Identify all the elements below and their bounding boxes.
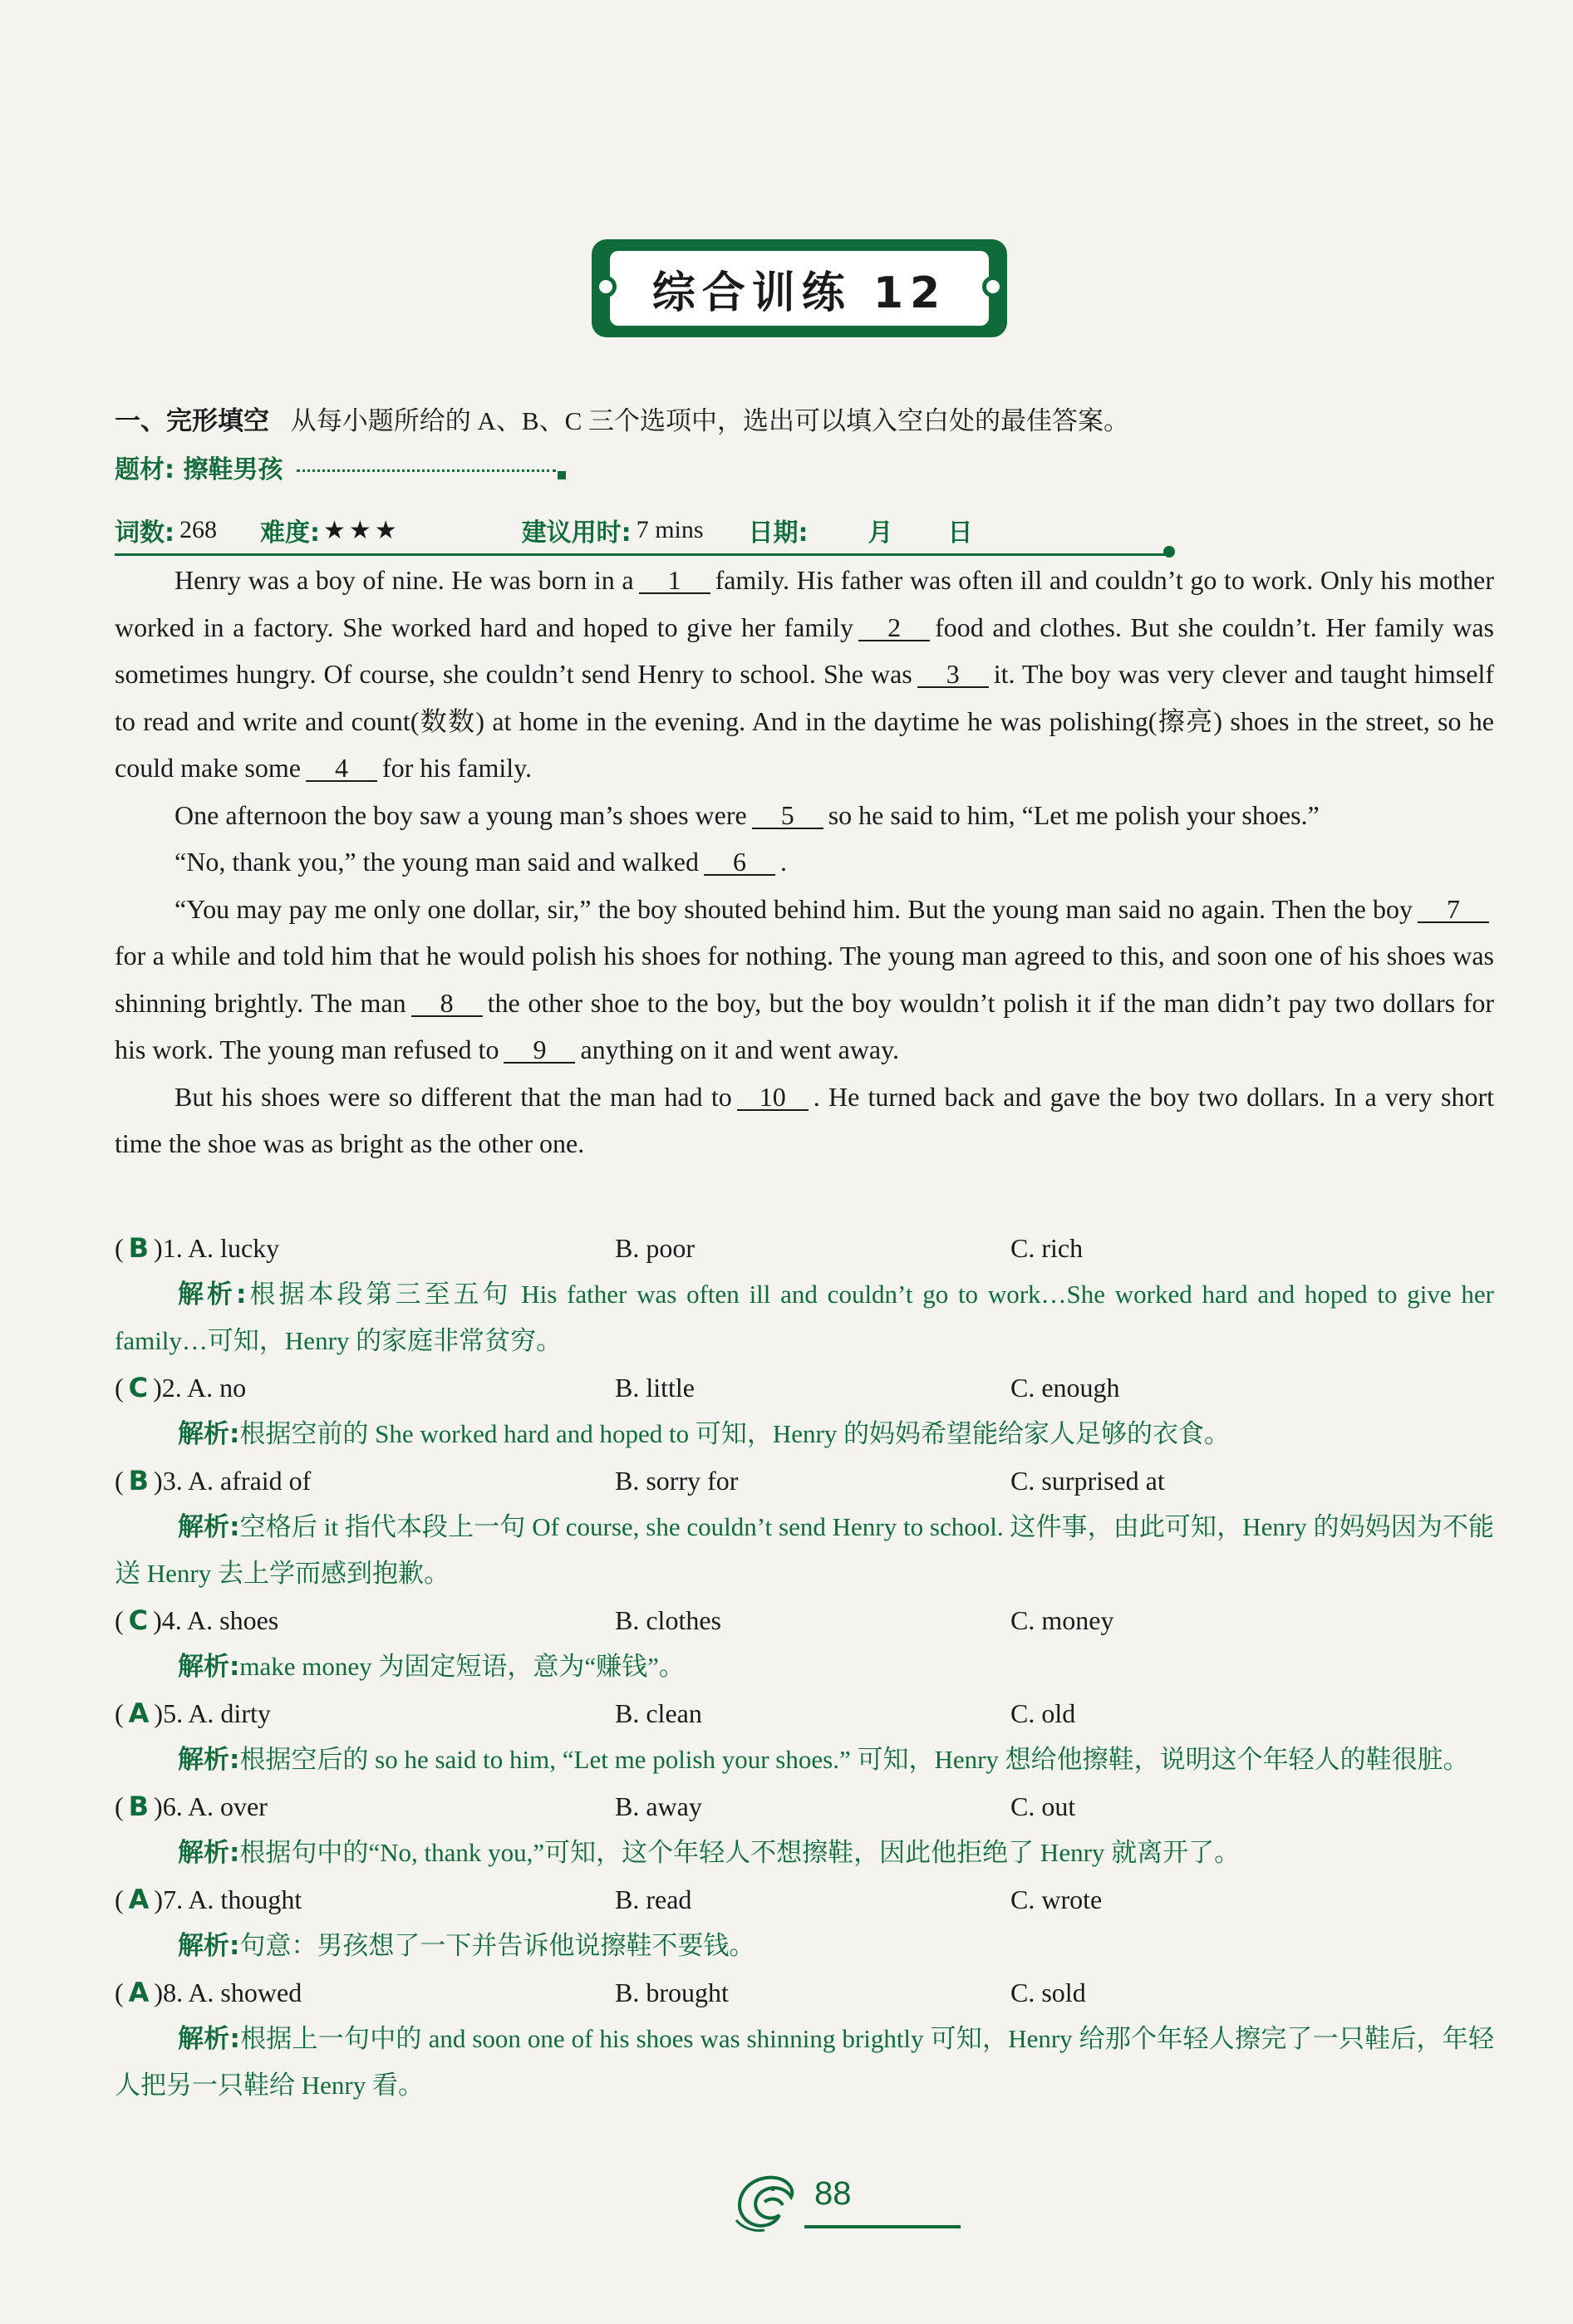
title-banner <box>592 239 1007 337</box>
topic-value: 擦鞋男孩 <box>183 455 283 484</box>
passage-paragraph: Henry was a boy of nine. He was born in a 1 family. His father was often ill and couldn’t go to work. Only his mother worked in a factory. She worked hard and hoped to give her family 2 food and clothes. But she couldn’t. Her family was sometimes hungry. Of course, she couldn’t send Henry to school. She was 3 it. The boy was very clever and taught himself to read and write and count(数数) at home in the evening. And in the daytime he was polishing(擦亮) shoes in the street, so he could make some 4 for his family. <box>115 565 1495 783</box>
blank-1: 1 <box>639 567 710 594</box>
option-c: C. out <box>1010 1791 1076 1821</box>
option-b: B. clean <box>615 1698 702 1728</box>
section-instruction: 从每小题所给的 A、B、C 三个选项中，选出可以填入空白处的最佳答案。 <box>290 406 1129 435</box>
explanation-text: 根据空前的 She worked hard and hoped to 可知，Henry 的妈妈希望能给家人足够的衣食。 <box>239 1419 1231 1448</box>
question-row <box>115 1783 1494 1830</box>
passage-paragraph: One afternoon the boy saw a young man’s shoes were 5 so he said to him, “Let me polish your shoes.” <box>175 799 1320 830</box>
explanation-label: 解析: <box>178 1931 240 1961</box>
explanation <box>115 1271 1494 1364</box>
explanation <box>115 1644 1494 1690</box>
banner-left-ornament <box>595 276 617 297</box>
blank-6: 6 <box>704 849 775 876</box>
difficulty-label: 难度: <box>260 518 320 548</box>
topic-label: 题材: <box>115 455 175 484</box>
option-a: A. showed <box>188 1978 302 2007</box>
section-label: 一、完形填空 <box>115 406 269 436</box>
option-c: C. wrote <box>1010 1884 1103 1914</box>
option-c: C. surprised at <box>1010 1466 1165 1496</box>
day-label: 日 <box>947 518 973 548</box>
blank-7: 7 <box>1418 897 1489 923</box>
info-row <box>115 512 1178 548</box>
answer-letter: B <box>128 1791 150 1822</box>
word-count-label: 词数: <box>115 518 175 548</box>
option-a: A. thought <box>188 1884 302 1914</box>
cloze-passage <box>115 557 1494 1167</box>
option-b: B. read <box>615 1884 692 1914</box>
section-heading <box>115 402 1511 440</box>
question-number: 4. <box>161 1605 182 1635</box>
option-a: A. shoes <box>187 1605 279 1635</box>
answer-letter: A <box>128 1884 150 1915</box>
option-b: B. sorry for <box>615 1466 739 1496</box>
option-a: A. no <box>187 1373 247 1403</box>
option-b: B. little <box>615 1373 695 1403</box>
banner-right-ornament <box>982 276 1004 297</box>
question-number: 6. <box>162 1791 183 1821</box>
answer-letter: C <box>128 1604 149 1636</box>
blank-8: 8 <box>411 990 483 1017</box>
explanation-text: 根据上一句中的 and soon one of his shoes was shinning brightly 可知，Henry 给那个年轻人擦完了一只鞋后，年轻人把另一只鞋给 Henry 看。 <box>115 2024 1494 2100</box>
answer-bracket: ( A )5. A. dirty <box>115 1698 271 1729</box>
option-a: A. over <box>187 1791 268 1821</box>
option-c: C. rich <box>1010 1233 1084 1263</box>
explanation <box>115 1504 1494 1597</box>
word-count-value: 268 <box>179 516 217 543</box>
option-c: C. enough <box>1010 1373 1120 1403</box>
explanation-text: 根据空后的 so he said to him, “Let me polish your shoes.” 可知，Henry 想给他擦鞋，说明这个年轻人的鞋很脏。 <box>239 1745 1469 1774</box>
question-row <box>115 1225 1494 1271</box>
page-number: 88 <box>814 2175 852 2212</box>
explanation-text: make money 为固定短语，意为“赚钱”。 <box>239 1652 685 1681</box>
info-rule-end <box>1163 546 1175 558</box>
question-number: 2. <box>161 1373 182 1403</box>
option-a: A. lucky <box>187 1233 280 1263</box>
explanation-label: 解析: <box>178 1280 247 1309</box>
question-row <box>115 1876 1494 1923</box>
answer-letter: A <box>128 1698 150 1729</box>
explanation-text: 空格后 it 指代本段上一句 Of course, she couldn’t send Henry to school. 这件事，由此可知，Henry 的妈妈因为不能送 Henry 去上学而感到抱歉。 <box>115 1512 1494 1588</box>
time-label: 建议用时: <box>521 518 632 548</box>
topic-line <box>115 449 566 485</box>
option-b: B. poor <box>615 1233 695 1263</box>
option-c: C. money <box>1010 1605 1114 1635</box>
page-number-rule <box>804 2225 961 2228</box>
date-label: 日期: <box>748 518 809 548</box>
question-row <box>115 1457 1494 1504</box>
dolphin-logo-icon <box>731 2169 801 2235</box>
answer-bracket: ( C )2. A. no <box>115 1372 247 1403</box>
answer-bracket: ( B )3. A. afraid of <box>115 1465 312 1496</box>
page-footer <box>731 2169 881 2235</box>
blank-4: 4 <box>306 755 377 782</box>
info-rule <box>115 553 1170 556</box>
blank-2: 2 <box>858 615 930 641</box>
topic-dotted-rule <box>297 469 556 472</box>
explanation-label: 解析: <box>178 1838 240 1868</box>
option-b: B. clothes <box>615 1605 721 1635</box>
explanation-label: 解析: <box>178 1745 240 1775</box>
month-label: 月 <box>868 518 893 548</box>
explanation-label: 解析: <box>178 1512 240 1542</box>
question-row <box>115 1597 1494 1644</box>
answer-bracket: ( A )8. A. showed <box>115 1977 302 2008</box>
blank-5: 5 <box>752 803 823 829</box>
answer-bracket: ( C )4. A. shoes <box>115 1604 279 1636</box>
blank-9: 9 <box>504 1037 575 1064</box>
explanation <box>115 1737 1494 1783</box>
explanation-text: 句意：男孩想了一下并告诉他说擦鞋不要钱。 <box>239 1931 755 1960</box>
answer-bracket: ( B )1. A. lucky <box>115 1232 280 1264</box>
explanation <box>115 1830 1494 1876</box>
option-a: A. afraid of <box>187 1466 312 1496</box>
explanation-text: 根据本段第三至五句 His father was often ill and couldn’t go to work…She worked hard and hoped to give her family…可知，Henry 的家庭非常贫穷。 <box>115 1280 1494 1355</box>
question-number: 8. <box>163 1978 184 2007</box>
passage-paragraph: “No, thank you,” the young man said and walked 6 . <box>175 847 787 877</box>
answer-letter: A <box>128 1977 150 2008</box>
answer-bracket: ( B )6. A. over <box>115 1791 268 1822</box>
explanation <box>115 2016 1494 2109</box>
explanation <box>115 1411 1494 1457</box>
option-c: C. old <box>1010 1698 1076 1728</box>
time-value: 7 mins <box>636 516 704 543</box>
passage-paragraph: “You may pay me only one dollar, sir,” the boy shouted behind him. But the young man said no again. Then the boy 7for a while and told him that he would polish his shoes for nothing. The young man agreed to this, and soon one of his shoes was shinning brightly. The man 8 the other shoe to the boy, but the boy wouldn’t polish it if the man didn’t pay two dollars for his work. The young man refused to 9 anything on it and went away. <box>115 893 1495 1064</box>
answer-letter: B <box>128 1232 150 1264</box>
answer-letter: B <box>128 1465 150 1496</box>
question-row <box>115 1969 1494 2016</box>
option-c: C. sold <box>1010 1978 1086 2007</box>
explanation-label: 解析: <box>178 1652 240 1682</box>
blank-3: 3 <box>917 661 989 688</box>
option-b: B. brought <box>615 1978 729 2007</box>
passage-paragraph: But his shoes were so different that the man had to 10 . He turned back and gave the boy two dollars. In a very short time the shoe was as bright as the other one. <box>115 1081 1495 1158</box>
option-a: A. dirty <box>188 1698 271 1728</box>
explanation <box>115 1923 1494 1969</box>
blank-10: 10 <box>737 1084 809 1111</box>
question-number: 7. <box>163 1884 184 1914</box>
question-row <box>115 1690 1494 1737</box>
question-list <box>115 1225 1494 2109</box>
page-title: 综合训练 12 <box>610 251 989 326</box>
explanation-text: 根据句中的“No, thank you,”可知，这个年轻人不想擦鞋，因此他拒绝了 Henry 就离开了。 <box>239 1838 1241 1867</box>
question-row <box>115 1364 1494 1411</box>
explanation-label: 解析: <box>178 2024 240 2054</box>
topic-rule-end <box>558 471 566 479</box>
answer-bracket: ( A )7. A. thought <box>115 1884 302 1915</box>
difficulty-stars: ★★★ <box>323 515 401 545</box>
question-number: 3. <box>162 1466 183 1496</box>
question-number: 5. <box>163 1698 184 1728</box>
answer-letter: C <box>128 1372 149 1403</box>
question-number: 1. <box>162 1233 183 1263</box>
explanation-label: 解析: <box>178 1419 240 1449</box>
option-b: B. away <box>615 1791 702 1821</box>
